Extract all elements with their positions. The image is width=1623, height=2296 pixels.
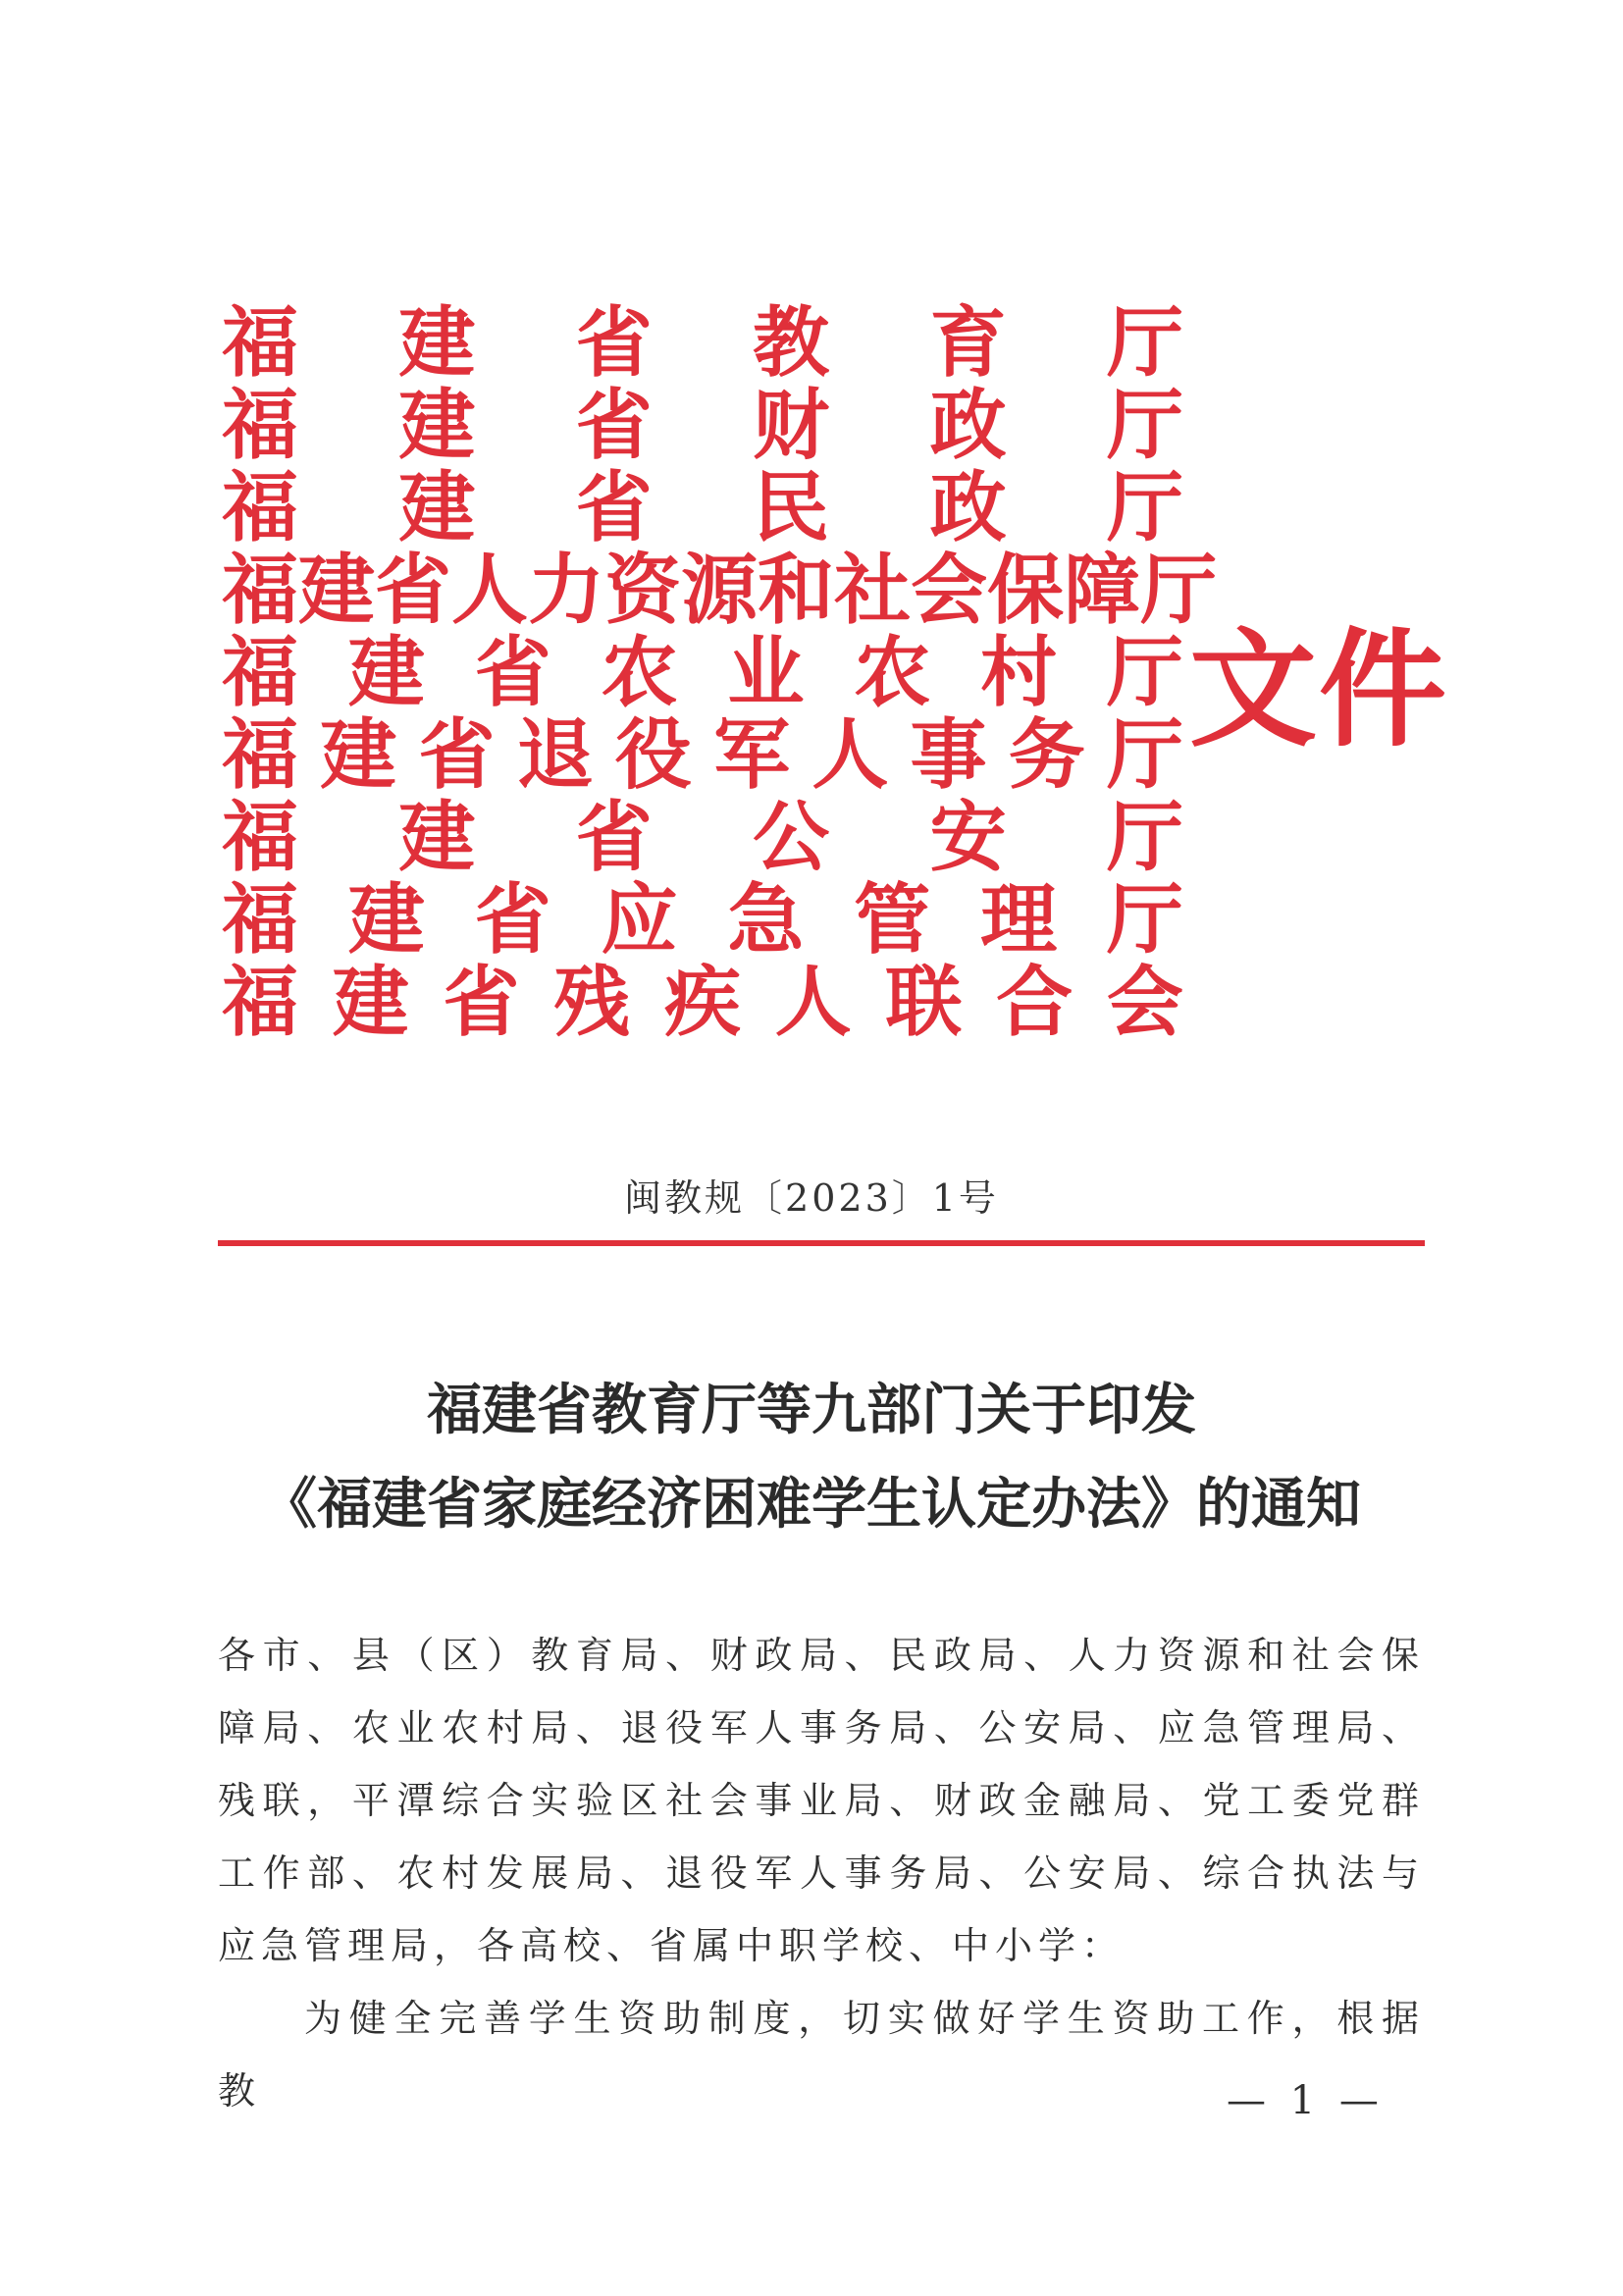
issuer-row: [222, 298, 1183, 388]
issuer-char: 村: [980, 628, 1058, 717]
issuer-char: 应: [601, 875, 678, 965]
issuer-char: 厅: [1106, 710, 1183, 800]
issuer-char: 厅: [1106, 298, 1183, 388]
issuer-char: 政: [929, 463, 1007, 552]
document-body: [218, 1619, 1425, 2127]
issuer-char: 建: [320, 710, 397, 800]
issuer-char: 联: [885, 958, 963, 1047]
issuer-char: 建: [347, 628, 425, 717]
issuer-char: 障: [1064, 546, 1141, 635]
issuer-char: 建: [398, 793, 476, 882]
issuing-authorities-header: [222, 298, 1218, 1047]
issuer-row: [222, 875, 1183, 965]
issuer-char: 福: [222, 546, 299, 635]
issuer-char: 会: [911, 546, 988, 635]
issuer-char: 力: [528, 546, 605, 635]
issuer-char: 人: [774, 958, 852, 1047]
issuer-char: 军: [713, 710, 791, 800]
document-header-suffix: 文件: [1189, 614, 1449, 764]
page-number: — 1 —: [1227, 2078, 1385, 2123]
issuer-char: 和: [758, 546, 835, 635]
issuer-char: 公: [753, 793, 830, 882]
issuer-char: 理: [980, 875, 1058, 965]
issuer-char: 农: [601, 628, 678, 717]
issuer-row: [222, 628, 1183, 717]
red-separator-line: [218, 1240, 1425, 1246]
addressees-paragraph: 各市、县（区）教育局、财政局、民政局、人力资源和社会保障局、农业农村局、退役军人事务局、公安局、应急管理局、残联，平潭综合实验区社会事业局、财政金融局、党工委党群工作部、农村发展局、退役军人事务局、公安局、综合执法与应急管理局，各高校、省属中职学校、中小学：: [218, 1634, 1425, 1967]
issuer-char: 会: [1106, 958, 1183, 1047]
issuer-char: 政: [929, 381, 1007, 470]
issuer-char: 建: [347, 875, 425, 965]
issuer-char: 省: [375, 546, 452, 635]
issuer-char: 建: [298, 546, 376, 635]
issuer-char: 役: [614, 710, 692, 800]
issuer-char: 省: [575, 793, 653, 882]
issuer-char: 合: [996, 958, 1073, 1047]
issuer-char: 省: [575, 463, 653, 552]
issuer-row: [222, 381, 1183, 470]
issuer-char: 省: [575, 381, 653, 470]
issuer-char: 厅: [1106, 381, 1183, 470]
issuer-char: 疾: [663, 958, 741, 1047]
issuer-char: 建: [398, 298, 476, 388]
issuer-char: 建: [398, 463, 476, 552]
issuer-char: 育: [929, 298, 1007, 388]
issuer-char: 厅: [1140, 546, 1218, 635]
document-number: 闽教规〔2023〕1号: [624, 1176, 999, 1220]
issuer-char: 源: [681, 546, 759, 635]
issuer-char: 省: [474, 628, 551, 717]
issuer-char: 福: [222, 875, 299, 965]
issuer-char: 教: [753, 298, 830, 388]
issuer-char: 福: [222, 381, 299, 470]
issuer-char: 人: [812, 710, 889, 800]
issuer-char: 退: [516, 710, 594, 800]
issuer-char: 省: [418, 710, 496, 800]
issuer-char: 厅: [1106, 793, 1183, 882]
issuer-char: 管: [854, 875, 931, 965]
issuer-char: 建: [398, 381, 476, 470]
body-paragraph-1: 为健全完善学生资助制度，切实做好学生资助工作，根据教: [218, 1997, 1425, 2113]
issuer-char: 事: [910, 710, 987, 800]
issuer-char: 社: [834, 546, 912, 635]
issuer-char: 保: [987, 546, 1065, 635]
issuer-char: 省: [474, 875, 551, 965]
issuer-char: 财: [753, 381, 830, 470]
issuer-row: [222, 710, 1183, 800]
title-line-2: 《福建省家庭经济困难学生认定办法》的通知: [262, 1473, 1361, 1537]
issuer-char: 农: [854, 628, 931, 717]
issuer-char: 福: [222, 298, 299, 388]
issuer-char: 厅: [1106, 875, 1183, 965]
issuer-char: 急: [727, 875, 805, 965]
issuer-char: 福: [222, 793, 299, 882]
issuer-char: 资: [604, 546, 682, 635]
issuer-row: [222, 958, 1183, 1047]
issuer-char: 建: [332, 958, 409, 1047]
issuer-char: 残: [553, 958, 631, 1047]
document-title: [0, 1364, 1623, 1552]
issuer-char: 厅: [1106, 628, 1183, 717]
issuer-char: 省: [575, 298, 653, 388]
title-line-1: 福建省教育厅等九部门关于印发: [427, 1379, 1196, 1442]
issuer-char: 福: [222, 463, 299, 552]
issuer-char: 福: [222, 958, 299, 1047]
issuer-char: 民: [753, 463, 830, 552]
issuer-char: 务: [1008, 710, 1085, 800]
issuer-char: 业: [727, 628, 805, 717]
issuer-char: 人: [451, 546, 529, 635]
issuer-row: [222, 793, 1183, 882]
issuer-row: [222, 546, 1218, 635]
issuer-char: 福: [222, 628, 299, 717]
issuer-char: 福: [222, 710, 299, 800]
issuer-char: 安: [929, 793, 1007, 882]
issuer-char: 厅: [1106, 463, 1183, 552]
issuer-char: 省: [443, 958, 520, 1047]
issuer-row: [222, 463, 1183, 552]
